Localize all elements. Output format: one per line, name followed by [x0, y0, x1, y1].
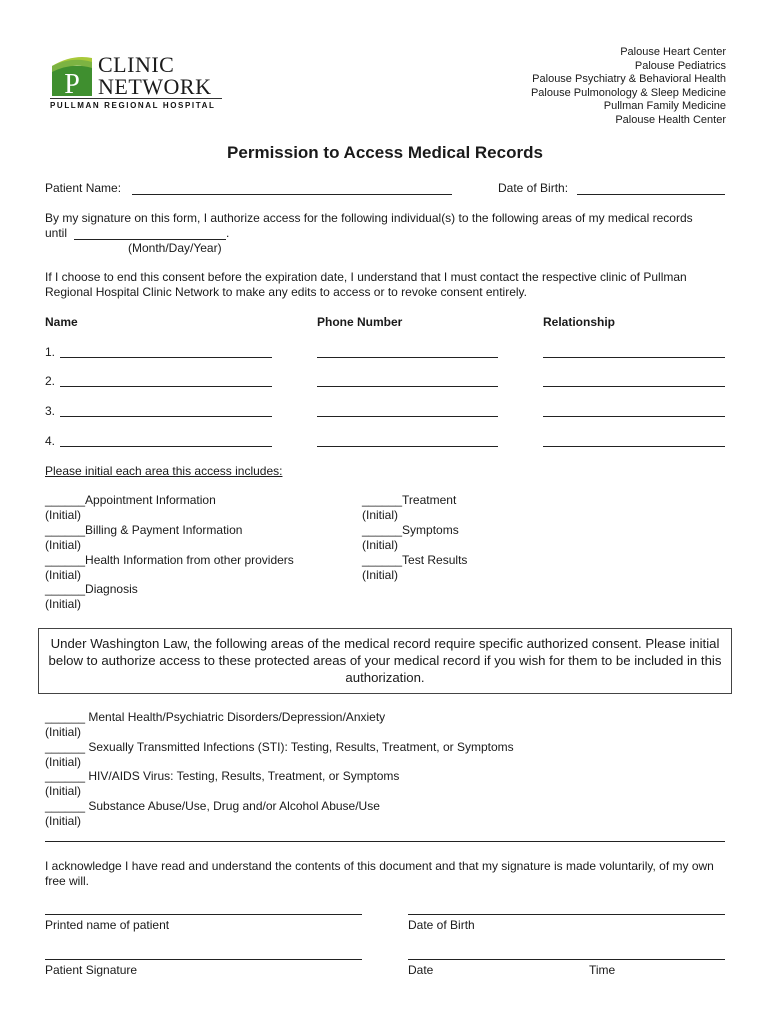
dob-field[interactable] — [577, 194, 725, 195]
clinic-name: Palouse Heart Center — [620, 46, 726, 58]
logo-network: NETWORK — [98, 74, 212, 99]
until-date-field[interactable] — [74, 239, 226, 240]
area-item[interactable]: ______Treatment — [362, 493, 457, 507]
patient-name-field[interactable] — [132, 194, 452, 195]
name-field[interactable] — [60, 416, 272, 417]
logo-clinic: CLINIC — [98, 52, 175, 77]
clinic-name: Palouse Pediatrics — [634, 59, 726, 72]
time-label: Time — [589, 963, 616, 977]
initial-instruction: Please initial each area this access includes: — [45, 464, 283, 478]
printed-name-label: Printed name of patient — [45, 918, 170, 932]
initial-caption: (Initial) — [45, 538, 82, 552]
logo-hospital-name: PULLMAN REGIONAL HOSPITAL — [50, 101, 216, 110]
area-item[interactable]: ______Test Results — [362, 553, 468, 567]
area-item[interactable]: ______Billing & Payment Information — [45, 523, 243, 537]
patient-signature-label: Patient Signature — [45, 963, 138, 977]
initial-caption: (Initial) — [45, 725, 82, 739]
initial-caption: (Initial) — [362, 508, 399, 522]
until-period: . — [226, 226, 230, 240]
signature-dob-label: Date of Birth — [408, 918, 475, 932]
row-number: 1. — [45, 345, 56, 359]
clinic-list — [531, 46, 726, 128]
relationship-field[interactable] — [543, 357, 725, 358]
relationship-field[interactable] — [543, 416, 725, 417]
logo-letter: P — [64, 69, 80, 96]
end-consent-text: If I choose to end this consent before the expiration date, I understand that I must contact the respective clinic of Pullman Regional Hospital Clinic Network to make any edits to access or to revoke consent entirely. — [45, 270, 687, 299]
initial-caption: (Initial) — [45, 568, 82, 582]
area-item[interactable]: ______Appointment Information — [45, 493, 216, 507]
row-number: 3. — [45, 404, 56, 418]
initial-caption: (Initial) — [362, 568, 399, 582]
acknowledgement-text: I acknowledge I have read and understand the contents of this document and that my signature is made voluntarily, of my own free will. — [45, 859, 714, 888]
page-title: Permission to Access Medical Records — [227, 143, 543, 162]
name-field[interactable] — [60, 357, 272, 358]
phone-field[interactable] — [317, 416, 498, 417]
area-item[interactable]: ______Symptoms — [362, 523, 459, 537]
initial-caption: (Initial) — [45, 814, 82, 828]
initial-caption: (Initial) — [45, 755, 82, 769]
initial-caption: (Initial) — [45, 508, 82, 522]
patient-name-label: Patient Name: — [45, 181, 122, 195]
name-field[interactable] — [60, 386, 272, 387]
row-number: 2. — [45, 374, 56, 388]
protected-area-item[interactable]: ______ Substance Abuse/Use, Drug and/or Alcohol Abuse/Use — [45, 799, 380, 813]
initial-caption: (Initial) — [45, 597, 82, 611]
col-header-name: Name — [45, 315, 78, 329]
area-item[interactable]: ______Health Information from other providers — [45, 553, 294, 567]
phone-field[interactable] — [317, 386, 498, 387]
date-time-field[interactable] — [408, 959, 725, 960]
phone-field[interactable] — [317, 446, 498, 447]
clinic-name: Palouse Pulmonology & Sleep Medicine — [530, 86, 726, 99]
dob-label: Date of Birth: — [498, 181, 569, 195]
patient-signature-field[interactable] — [45, 959, 362, 960]
initial-caption: (Initial) — [362, 538, 399, 552]
date-label: Date — [408, 963, 434, 977]
logo-wordmark — [98, 52, 211, 100]
printed-name-field[interactable] — [45, 914, 362, 915]
protected-area-item[interactable]: ______ HIV/AIDS Virus: Testing, Results, Treatment, or Symptoms — [45, 769, 400, 783]
section-divider — [45, 841, 725, 842]
relationship-field[interactable] — [543, 446, 725, 447]
protected-area-item[interactable]: ______ Mental Health/Psychiatric Disorders/Depression/Anxiety — [45, 710, 386, 724]
clinic-name: Pullman Family Medicine — [603, 100, 726, 113]
date-format-hint: (Month/Day/Year) — [128, 241, 222, 255]
col-header-phone: Phone Number — [317, 315, 403, 329]
name-field[interactable] — [60, 446, 272, 447]
until-label: until — [45, 226, 68, 240]
signature-dob-field[interactable] — [408, 914, 725, 915]
washington-law-notice: Under Washington Law, the following areas of the medical record require specific authorized consent. Please initial below to authorize access to these protected areas of your medical record if you wish for them to be included in this authorization. — [38, 628, 732, 694]
area-item[interactable]: ______Diagnosis — [45, 582, 138, 596]
row-number: 4. — [45, 434, 56, 448]
phone-field[interactable] — [317, 357, 498, 358]
clinic-name: Palouse Psychiatry & Behavioral Health — [532, 73, 726, 86]
logo-divider — [50, 98, 222, 99]
col-header-relationship: Relationship — [543, 315, 616, 329]
logo-mark — [50, 52, 94, 96]
initial-caption: (Initial) — [45, 784, 82, 798]
relationship-field[interactable] — [543, 386, 725, 387]
authorize-text: By my signature on this form, I authorize access for the following individual(s) to the following areas of my medical records — [45, 211, 693, 225]
clinic-name: Palouse Health Center — [615, 113, 726, 126]
protected-area-item[interactable]: ______ Sexually Transmitted Infections (STI): Testing, Results, Treatment, or Symptoms — [45, 740, 514, 754]
